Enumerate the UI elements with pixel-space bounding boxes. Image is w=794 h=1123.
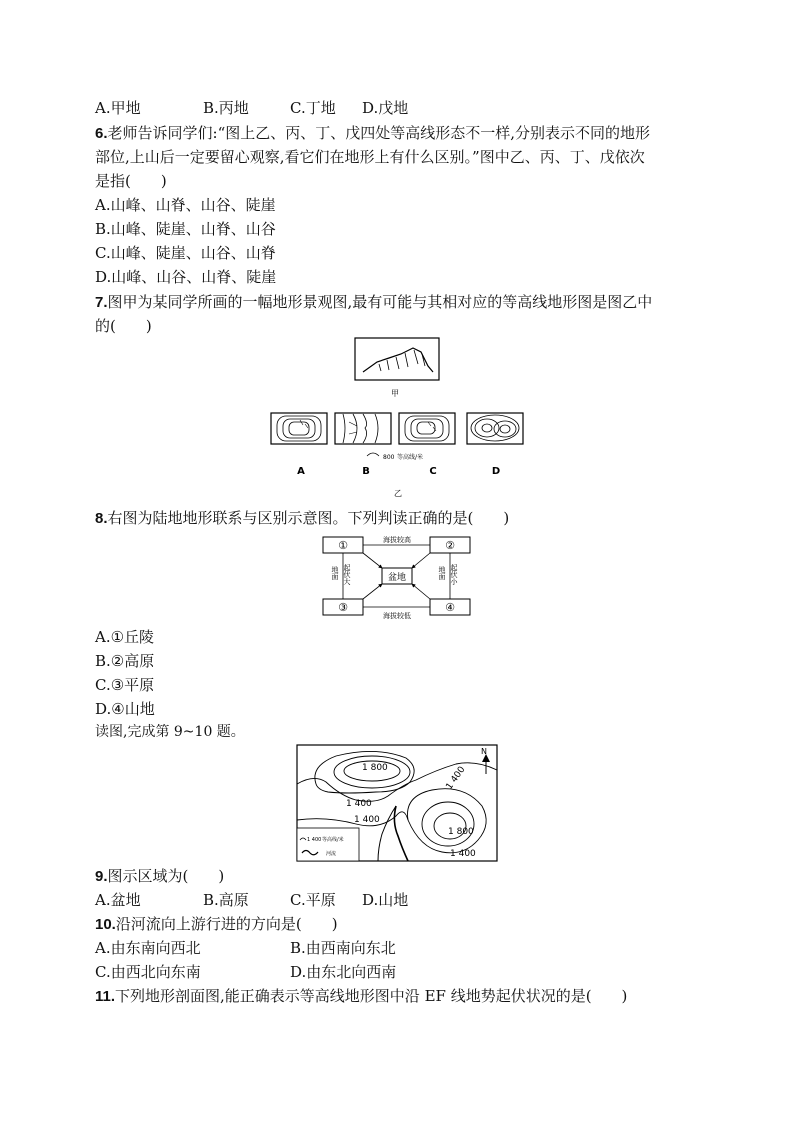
q6-option-d[interactable]: D.山峰、山谷、山脊、陡崖: [95, 268, 277, 286]
q6-option-b[interactable]: B.山峰、陡崖、山脊、山谷: [95, 220, 276, 238]
legend-contour-label: 等高线/米: [322, 837, 344, 843]
q6-number: 6.: [95, 125, 108, 142]
left-label-a: 地面: [331, 566, 339, 580]
fig-label-jia: 甲: [391, 389, 399, 398]
q6-option-a[interactable]: A.山峰、山脊、山谷、陡崖: [95, 196, 276, 214]
q10-stem: [95, 914, 338, 935]
read-prompt: 读图,完成第 9~10 题。: [95, 724, 245, 740]
q6-stem-line-3: 是指( ): [95, 172, 167, 190]
q6-stem-line-1: [95, 123, 650, 144]
right-label-b: 起伏小: [450, 564, 458, 585]
q7-stem-line-1: [95, 292, 652, 313]
q9-text: 图示区域为( ): [107, 867, 225, 885]
q7-figure: [265, 336, 530, 501]
q7-stem-line-2: 的( ): [95, 317, 152, 335]
legend-800: 800: [383, 454, 395, 461]
legend-river-label: 河流: [326, 851, 337, 857]
q8-stem: [95, 508, 509, 529]
panel-b: [335, 413, 391, 444]
arrow-4: [412, 584, 430, 599]
label-1400-center: 1 400: [354, 815, 380, 825]
q8-option-d[interactable]: D.④山地: [95, 700, 155, 718]
contour-map: [296, 744, 498, 862]
q6-text: 老师告诉同学们:“图上乙、丙、丁、戊四处等高线形态不一样,分别表示不同的地形: [107, 124, 651, 142]
panel-label-b: B: [362, 466, 370, 477]
panel-d: [467, 413, 523, 444]
q5-option-c[interactable]: C.丁地: [290, 99, 336, 117]
panel-a: [271, 413, 327, 444]
panel-c: [399, 413, 455, 444]
label-1400-se: 1 400: [450, 849, 476, 859]
q8-diagram: [318, 534, 478, 620]
fig-label-yi: 乙: [394, 489, 402, 498]
q11-text: 下列地形剖面图,能正确表示等高线地形图中沿 EF 线地势起伏状况的是( ): [115, 987, 628, 1005]
q5-option-b[interactable]: B.丙地: [203, 99, 249, 117]
q9-number: 9.: [95, 868, 108, 885]
arrow-3: [363, 584, 382, 599]
q10-number: 10.: [95, 916, 116, 933]
q5-option-a[interactable]: A.甲地: [95, 99, 141, 117]
panel-label-a: A: [297, 466, 305, 477]
label-1400-ne: 1 400: [444, 764, 468, 792]
box-3-label: ③: [338, 601, 348, 614]
q6-option-c[interactable]: C.山峰、陡崖、山谷、山脊: [95, 244, 276, 262]
box-2-label: ②: [445, 539, 455, 552]
q9-option-d[interactable]: D.山地: [362, 891, 409, 909]
q10-option-a[interactable]: A.由东南向西北: [95, 939, 201, 957]
q11-number: 11.: [95, 988, 116, 1005]
q8-option-a[interactable]: A.①丘陵: [95, 628, 155, 646]
legend-1400: 1 400: [307, 837, 322, 843]
bottom-label: 海拔较低: [383, 612, 411, 620]
panel-label-c: C: [429, 466, 437, 477]
q8-option-b[interactable]: B.②高原: [95, 652, 155, 670]
q10-text: 沿河流向上游行进的方向是( ): [115, 915, 338, 933]
basin-label: 盆地: [387, 573, 407, 583]
box-1-label: ①: [338, 539, 348, 552]
landscape-frame: [355, 338, 439, 380]
q8-text: 右图为陆地地形联系与区别示意图。下列判读正确的是( ): [107, 509, 510, 527]
svg-text:N: N: [481, 747, 487, 756]
panel-label-d: D: [491, 466, 501, 477]
top-label: 海拔较高: [383, 536, 411, 544]
label-1800-east: 1 800: [448, 827, 474, 837]
label-1800-west: 1 800: [362, 763, 388, 773]
q11-stem: [95, 986, 627, 1007]
q9-option-c[interactable]: C.平原: [290, 891, 336, 909]
q7-number: 7.: [95, 294, 108, 311]
q6-stem-line-2: 部位,上山后一定要留心观察,看它们在地形上有什么区别。”图中乙、丙、丁、戊依次: [95, 148, 645, 166]
box-4-label: ④: [445, 601, 455, 614]
q7-text: 图甲为某同学所画的一幅地形景观图,最有可能与其相对应的等高线地形图是图乙中: [107, 293, 653, 311]
arrow-2: [412, 553, 430, 568]
q10-option-c[interactable]: C.由西北向东南: [95, 963, 201, 981]
q5-option-d[interactable]: D.戊地: [362, 99, 409, 117]
arrow-1: [363, 553, 382, 568]
q8-option-c[interactable]: C.③平原: [95, 676, 155, 694]
q9-option-a[interactable]: A.盆地: [95, 891, 141, 909]
left-label-b: 起伏大: [343, 564, 351, 585]
label-1400-mid: 1 400: [346, 799, 372, 809]
contour-legend-line: [367, 453, 379, 456]
q9-stem: [95, 866, 224, 887]
right-label-a: 地面: [438, 566, 446, 580]
q8-number: 8.: [95, 510, 108, 527]
legend-contour-text: 等高线/米: [397, 454, 424, 461]
q10-option-b[interactable]: B.由西南向东北: [290, 939, 396, 957]
q10-option-d[interactable]: D.由东北向西南: [290, 963, 397, 981]
q9-option-b[interactable]: B.高原: [203, 891, 249, 909]
